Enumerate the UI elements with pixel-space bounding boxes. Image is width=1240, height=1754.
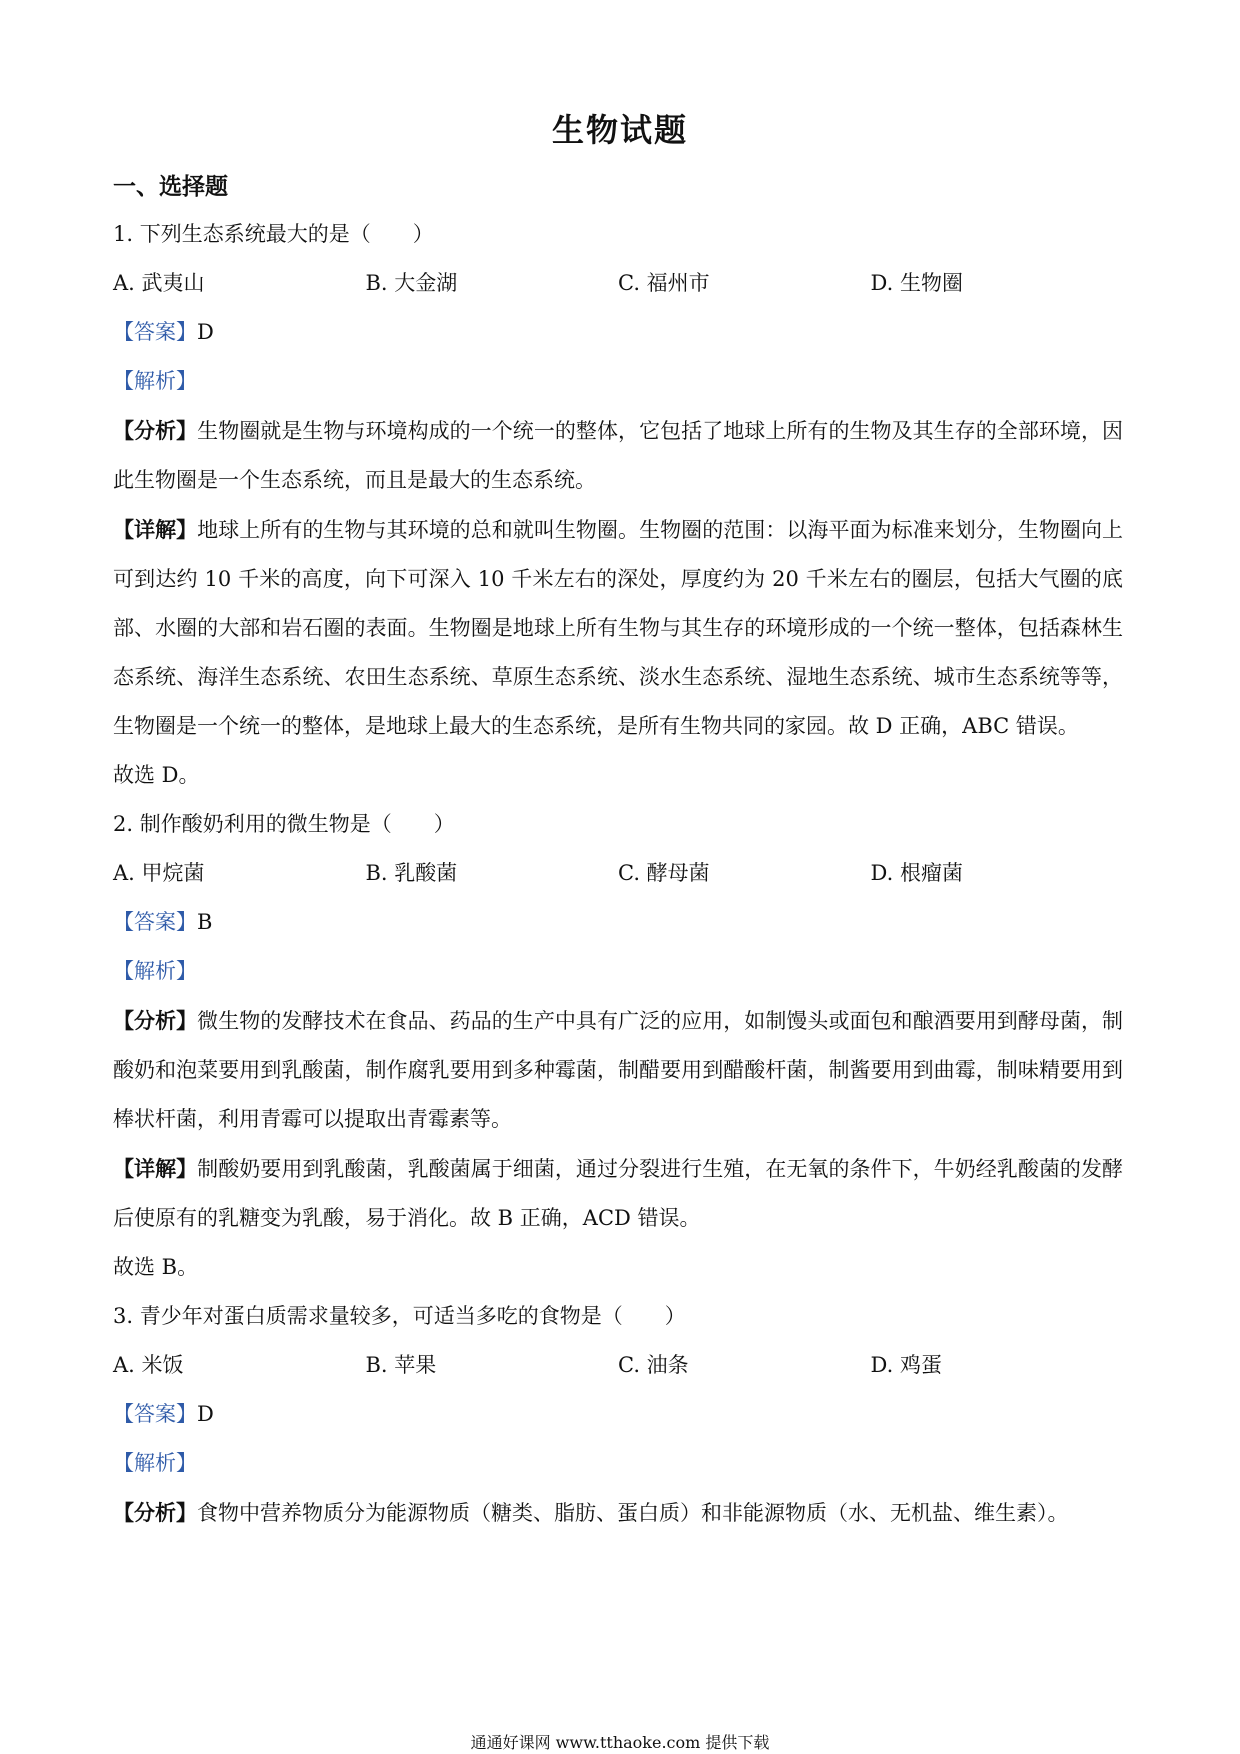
analysis-line	[113, 1439, 1123, 1488]
xiangjie-paragraph	[113, 1144, 1123, 1243]
page-title: 生物试题	[551, 111, 688, 149]
xiangjie-text: 制酸奶要用到乳酸菌，乳酸菌属于细菌，通过分裂进行生殖，在无氧的条件下，牛奶经乳酸菌的发酵后使原有的乳糖变为乳酸，易于消化。故 B 正确，ACD 错误。	[113, 1157, 1123, 1230]
page-footer: 通通好课网 www.tthaoke.com 提供下载	[470, 1733, 770, 1752]
analysis-line	[113, 947, 1123, 996]
conclusion-line: 故选 B。	[113, 1255, 199, 1279]
option-a: A. 武夷山	[113, 271, 205, 295]
option-d: D. 鸡蛋	[870, 1353, 942, 1377]
answer-value: D	[197, 320, 214, 344]
question-stem: 3. 青少年对蛋白质需求量较多，可适当多吃的食物是（ ）	[113, 1304, 686, 1328]
fenxi-text: 食物中营养物质分为能源物质（糖类、脂肪、蛋白质）和非能源物质（水、无机盐、维生素）。	[197, 1501, 1069, 1525]
answer-label: 【答案】	[113, 320, 197, 344]
option-row	[113, 259, 1123, 308]
option-d: D. 根瘤菌	[870, 861, 963, 885]
analysis-label: 【解析】	[113, 369, 197, 393]
conclusion-line: 故选 D。	[113, 763, 200, 787]
question-stem: 1. 下列生态系统最大的是（ ）	[113, 222, 434, 246]
analysis-line	[113, 357, 1123, 406]
option-c: C. 酵母菌	[618, 861, 710, 885]
option-row	[113, 849, 1123, 898]
answer-value: D	[197, 1402, 214, 1426]
analysis-label: 【解析】	[113, 959, 197, 983]
fenxi-label: 【分析】	[113, 1500, 197, 1525]
option-b: B. 苹果	[365, 1353, 437, 1377]
analysis-label: 【解析】	[113, 1451, 197, 1475]
option-row	[113, 1341, 1123, 1390]
fenxi-label: 【分析】	[113, 418, 198, 443]
xiangjie-label: 【详解】	[113, 517, 198, 542]
xiangjie-label: 【详解】	[113, 1156, 198, 1181]
fenxi-label: 【分析】	[113, 1008, 198, 1033]
fenxi-paragraph	[113, 406, 1123, 505]
option-d: D. 生物圈	[870, 271, 963, 295]
fenxi-text: 微生物的发酵技术在食品、药品的生产中具有广泛的应用，如制馒头或面包和酿酒要用到酵母菌，制酸奶和泡菜要用到乳酸菌，制作腐乳要用到多种霉菌，制醋要用到醋酸杆菌，制酱要用到曲霉，制味精要用到棒状杆菌，利用青霉可以提取出青霉素等。	[113, 1009, 1123, 1131]
section-heading: 一、选择题	[113, 174, 228, 200]
fenxi-paragraph	[113, 996, 1123, 1144]
answer-value: B	[197, 910, 213, 934]
option-b: B. 乳酸菌	[365, 861, 458, 885]
question-stem: 2. 制作酸奶利用的微生物是（ ）	[113, 812, 455, 836]
option-a: A. 甲烷菌	[113, 861, 205, 885]
option-b: B. 大金湖	[365, 271, 458, 295]
fenxi-text: 生物圈就是生物与环境构成的一个统一的整体，它包括了地球上所有的生物及其生存的全部环境，因此生物圈是一个生态系统，而且是最大的生态系统。	[113, 419, 1123, 492]
xiangjie-text: 地球上所有的生物与其环境的总和就叫生物圈。生物圈的范围：以海平面为标准来划分，生物圈向上可到达约 10 千米的高度，向下可深入 10 千米左右的深处，厚度约为 20 千米左右的圈层，包括大气圈的底部、水圈的大部和岩石圈的表面。生物圈是地球上所有生物与其生存的环境形成的一个统一整体，包括森林生态系统、海洋生态系统、农田生态系统、草原生态系统、淡水生态系统、湿地生态系统、城市生态系统等等，生物圈是一个统一的整体，是地球上最大的生态系统，是所有生物共同的家园。故 D 正确，ABC 错误。	[113, 518, 1123, 738]
option-a: A. 米饭	[113, 1353, 184, 1377]
answer-label: 【答案】	[113, 1402, 197, 1426]
answer-line	[113, 1390, 1123, 1439]
option-c: C. 福州市	[618, 271, 710, 295]
option-c: C. 油条	[618, 1353, 689, 1377]
fenxi-paragraph	[113, 1488, 1123, 1538]
answer-label: 【答案】	[113, 910, 197, 934]
document-body	[113, 210, 1123, 1538]
answer-line	[113, 898, 1123, 947]
xiangjie-paragraph	[113, 505, 1123, 751]
answer-line	[113, 308, 1123, 357]
